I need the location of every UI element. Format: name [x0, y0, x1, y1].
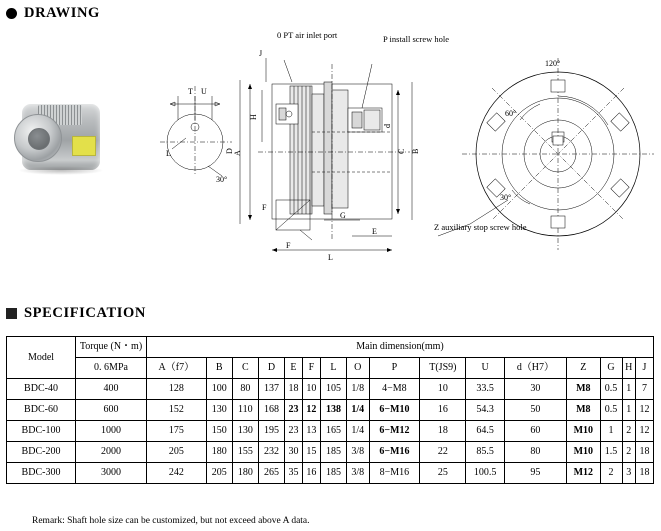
- cell-dH7: 80: [504, 442, 566, 463]
- cell-C: 155: [232, 442, 258, 463]
- svg-text:F: F: [262, 203, 267, 212]
- cell-G: 2: [600, 463, 622, 484]
- specification-title: SPECIFICATION: [24, 305, 146, 321]
- table-body: [7, 379, 654, 484]
- cell-L: 105: [320, 379, 346, 400]
- cell-C: 110: [232, 400, 258, 421]
- drawing-svg: [0, 24, 661, 279]
- header-col-T: T(JS9): [420, 358, 466, 379]
- cell-G: 0.5: [600, 400, 622, 421]
- drawing-title: DRAWING: [24, 5, 100, 21]
- svg-text:C: C: [397, 148, 406, 154]
- cell-J: 7: [635, 379, 653, 400]
- cell-G: 0.5: [600, 379, 622, 400]
- svg-text:30°: 30°: [216, 175, 228, 184]
- header-col-d: d（H7）: [504, 358, 566, 379]
- header-col-O: O: [347, 358, 369, 379]
- header-main-dimension: Main dimension(mm): [147, 337, 654, 358]
- cell-U: 54.3: [466, 400, 504, 421]
- svg-text:L: L: [166, 149, 171, 158]
- cell-H: 1: [622, 379, 635, 400]
- header-col-H: H: [622, 358, 635, 379]
- cell-model: BDC-40: [7, 379, 76, 400]
- cell-Af7: 175: [147, 421, 207, 442]
- cell-J: 12: [635, 400, 653, 421]
- bullet-dot-icon: [6, 8, 17, 19]
- header-model: Model: [7, 337, 76, 379]
- cell-F: 13: [302, 421, 320, 442]
- header-col-F: F: [302, 358, 320, 379]
- cell-C: 180: [232, 463, 258, 484]
- bullet-square-icon: [6, 308, 17, 319]
- cell-P: 4−M8: [369, 379, 420, 400]
- svg-text:60°: 60°: [505, 109, 517, 118]
- cell-Af7: 128: [147, 379, 207, 400]
- cell-P: 6−M10: [369, 400, 420, 421]
- header-col-E: E: [285, 358, 303, 379]
- specification-table: [6, 336, 654, 484]
- cell-J: 18: [635, 463, 653, 484]
- svg-text:E: E: [372, 227, 377, 236]
- cell-F: 10: [302, 379, 320, 400]
- table-row: [7, 463, 654, 484]
- svg-text:B: B: [411, 148, 420, 154]
- table-row: [7, 421, 654, 442]
- cell-torque: 400: [76, 379, 147, 400]
- cell-B: 150: [206, 421, 232, 442]
- cell-P: 6−M12: [369, 421, 420, 442]
- cell-E: 23: [285, 421, 303, 442]
- cell-D: 137: [258, 379, 284, 400]
- svg-text:G: G: [340, 211, 346, 220]
- svg-text:120°: 120°: [545, 59, 561, 68]
- cell-P: 6−M16: [369, 442, 420, 463]
- cell-dH7: 50: [504, 400, 566, 421]
- svg-text:U: U: [201, 87, 207, 96]
- header-col-U: U: [466, 358, 504, 379]
- svg-text:30°: 30°: [500, 193, 512, 202]
- svg-text:H: H: [249, 114, 258, 120]
- cell-TJS9: 10: [420, 379, 466, 400]
- cell-B: 130: [206, 400, 232, 421]
- cell-E: 23: [285, 400, 303, 421]
- svg-text:D: D: [225, 148, 234, 154]
- cell-torque: 2000: [76, 442, 147, 463]
- cell-U: 33.5: [466, 379, 504, 400]
- svg-text:J: J: [259, 49, 263, 58]
- cell-D: 168: [258, 400, 284, 421]
- cell-C: 80: [232, 379, 258, 400]
- header-torque-text: Torque: [79, 341, 108, 352]
- table-row: [7, 379, 654, 400]
- cell-G: 1: [600, 421, 622, 442]
- header-col-B: B: [206, 358, 232, 379]
- header-col-J: J: [635, 358, 653, 379]
- header-col-A: A（f7）: [147, 358, 207, 379]
- cell-Af7: 205: [147, 442, 207, 463]
- drawing-section-heading: [6, 5, 100, 22]
- cell-torque: 1000: [76, 421, 147, 442]
- table-row: [7, 400, 654, 421]
- cell-TJS9: 25: [420, 463, 466, 484]
- cell-dH7: 60: [504, 421, 566, 442]
- cell-Af7: 152: [147, 400, 207, 421]
- header-col-Z: Z: [567, 358, 600, 379]
- cell-TJS9: 16: [420, 400, 466, 421]
- cell-H: 3: [622, 463, 635, 484]
- table-header-row-1: [7, 337, 654, 358]
- cell-L: 138: [320, 400, 346, 421]
- header-torque-pressure: 0. 6MPa: [76, 358, 147, 379]
- svg-text:L: L: [328, 253, 333, 262]
- cell-TJS9: 22: [420, 442, 466, 463]
- header-col-C: C: [232, 358, 258, 379]
- cell-Z: M10: [567, 421, 600, 442]
- svg-text:d: d: [383, 124, 392, 128]
- cell-TJS9: 18: [420, 421, 466, 442]
- drawing-figure: [0, 24, 661, 279]
- cell-E: 18: [285, 379, 303, 400]
- cell-O: 3/8: [347, 442, 369, 463]
- cell-O: 3/8: [347, 463, 369, 484]
- header-torque-unit: (N・m): [110, 341, 143, 352]
- cell-B: 100: [206, 379, 232, 400]
- air-inlet-label: 0 PT air inlet port: [277, 30, 338, 40]
- cell-model: BDC-200: [7, 442, 76, 463]
- cell-Z: M8: [567, 400, 600, 421]
- aux-stop-screw-label: Z auxiliary stop screw hole: [434, 222, 527, 232]
- cell-J: 12: [635, 421, 653, 442]
- cell-C: 130: [232, 421, 258, 442]
- cell-O: 1/8: [347, 379, 369, 400]
- table-header-row-2: [7, 358, 654, 379]
- install-screw-label: P install screw hole: [383, 34, 450, 44]
- header-torque: [76, 337, 147, 358]
- cell-model: BDC-300: [7, 463, 76, 484]
- cell-torque: 3000: [76, 463, 147, 484]
- svg-text:A: A: [233, 150, 242, 156]
- cell-L: 185: [320, 463, 346, 484]
- cell-B: 180: [206, 442, 232, 463]
- cell-Z: M8: [567, 379, 600, 400]
- svg-text:T: T: [188, 87, 193, 96]
- cell-Z: M12: [567, 463, 600, 484]
- svg-text:F: F: [286, 241, 291, 250]
- cell-P: 8−M16: [369, 463, 420, 484]
- header-col-P: P: [369, 358, 420, 379]
- cell-model: BDC-60: [7, 400, 76, 421]
- cell-E: 35: [285, 463, 303, 484]
- cell-Af7: 242: [147, 463, 207, 484]
- cell-F: 16: [302, 463, 320, 484]
- cell-model: BDC-100: [7, 421, 76, 442]
- cell-J: 18: [635, 442, 653, 463]
- cell-B: 205: [206, 463, 232, 484]
- cell-dH7: 95: [504, 463, 566, 484]
- header-col-L: L: [320, 358, 346, 379]
- cell-H: 2: [622, 442, 635, 463]
- header-col-G: G: [600, 358, 622, 379]
- cell-D: 265: [258, 463, 284, 484]
- cell-U: 85.5: [466, 442, 504, 463]
- cell-torque: 600: [76, 400, 147, 421]
- cell-O: 1/4: [347, 421, 369, 442]
- cell-E: 30: [285, 442, 303, 463]
- cell-dH7: 30: [504, 379, 566, 400]
- header-col-D: D: [258, 358, 284, 379]
- cell-F: 12: [302, 400, 320, 421]
- table-row: [7, 442, 654, 463]
- cell-O: 1/4: [347, 400, 369, 421]
- cell-L: 185: [320, 442, 346, 463]
- cell-G: 1.5: [600, 442, 622, 463]
- table-remark: Remark: Shaft hole size can be customized, but not exceed above A data.: [32, 516, 310, 526]
- cell-D: 232: [258, 442, 284, 463]
- cell-H: 1: [622, 400, 635, 421]
- cell-U: 64.5: [466, 421, 504, 442]
- cell-U: 100.5: [466, 463, 504, 484]
- specification-section-heading: [6, 305, 146, 322]
- cell-F: 15: [302, 442, 320, 463]
- cell-Z: M10: [567, 442, 600, 463]
- cell-D: 195: [258, 421, 284, 442]
- cell-H: 2: [622, 421, 635, 442]
- cell-L: 165: [320, 421, 346, 442]
